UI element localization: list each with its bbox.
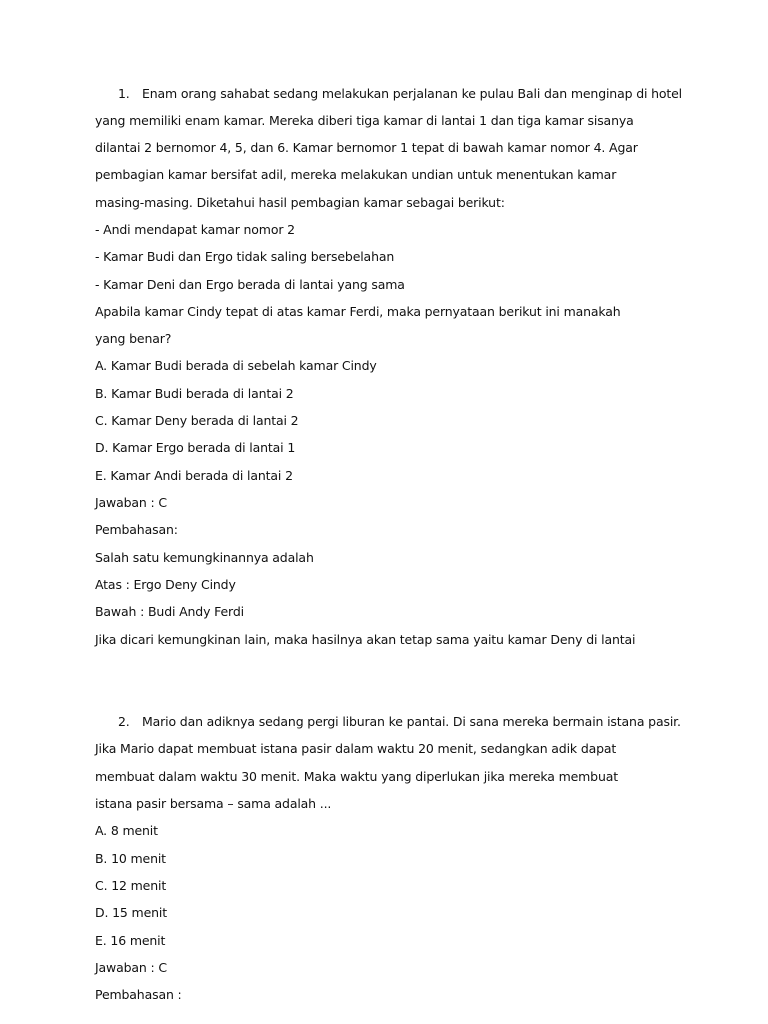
q1-text-line: Enam orang sahabat sedang melakukan perjalanan ke pulau Bali dan menginap di hotel — [142, 86, 683, 101]
q1-text-line: pembagian kamar bersifat adil, mereka melakukan undian untuk menentukan kamar — [95, 167, 617, 182]
q2-text-line: membuat dalam waktu 30 menit. Maka waktu yang diperlukan jika mereka membuat — [95, 769, 618, 784]
q1-question: yang benar? — [95, 331, 172, 346]
q1-condition: - Kamar Budi dan Ergo tidak saling bersebelahan — [95, 249, 395, 264]
q2-option-e: E. 16 menit — [95, 933, 166, 948]
q2-option-c: C. 12 menit — [95, 878, 167, 893]
q1-explanation-line: Atas : Ergo Deny Cindy — [95, 577, 236, 592]
q1-option-a: A. Kamar Budi berada di sebelah kamar Cindy — [95, 358, 377, 373]
q2-text-line: istana pasir bersama – sama adalah ... — [95, 796, 332, 811]
q2-number: 2. — [118, 714, 130, 729]
q1-option-b: B. Kamar Budi berada di lantai 2 — [95, 386, 294, 401]
q1-text-line: masing-masing. Diketahui hasil pembagian kamar sebagai berikut: — [95, 195, 505, 210]
q1-text-line: yang memiliki enam kamar. Mereka diberi tiga kamar di lantai 1 dan tiga kamar sisanya — [95, 113, 634, 128]
q1-question: Apabila kamar Cindy tepat di atas kamar Ferdi, maka pernyataan berikut ini manakah — [95, 304, 621, 319]
q2-option-a: A. 8 menit — [95, 823, 158, 838]
q1-explanation-heading: Pembahasan: — [95, 522, 178, 537]
q2-answer: Jawaban : C — [95, 960, 167, 975]
q1-option-d: D. Kamar Ergo berada di lantai 1 — [95, 440, 296, 455]
q2-first-line — [118, 714, 681, 730]
q1-explanation-line: Jika dicari kemungkinan lain, maka hasilnya akan tetap sama yaitu kamar Deny di lantai — [95, 632, 636, 647]
q1-text-line: dilantai 2 bernomor 4, 5, dan 6. Kamar bernomor 1 tepat di bawah kamar nomor 4. Agar — [95, 140, 638, 155]
q1-condition: - Andi mendapat kamar nomor 2 — [95, 222, 295, 237]
q2-explanation-heading: Pembahasan : — [95, 987, 182, 1002]
q2-option-b: B. 10 menit — [95, 851, 166, 866]
q2-text-line: Jika Mario dapat membuat istana pasir dalam waktu 20 menit, sedangkan adik dapat — [95, 741, 617, 756]
q1-condition: - Kamar Deni dan Ergo berada di lantai yang sama — [95, 277, 405, 292]
q1-explanation-line: Salah satu kemungkinannya adalah — [95, 550, 314, 565]
q2-option-d: D. 15 menit — [95, 905, 167, 920]
q1-answer: Jawaban : C — [95, 495, 167, 510]
q1-option-e: E. Kamar Andi berada di lantai 2 — [95, 468, 293, 483]
q1-explanation-line: Bawah : Budi Andy Ferdi — [95, 604, 244, 619]
q1-first-line — [118, 86, 682, 102]
q2-text-line: Mario dan adiknya sedang pergi liburan ke pantai. Di sana mereka bermain istana pasir. — [142, 714, 681, 729]
q1-number: 1. — [118, 86, 130, 101]
q1-option-c: C. Kamar Deny berada di lantai 2 — [95, 413, 299, 428]
